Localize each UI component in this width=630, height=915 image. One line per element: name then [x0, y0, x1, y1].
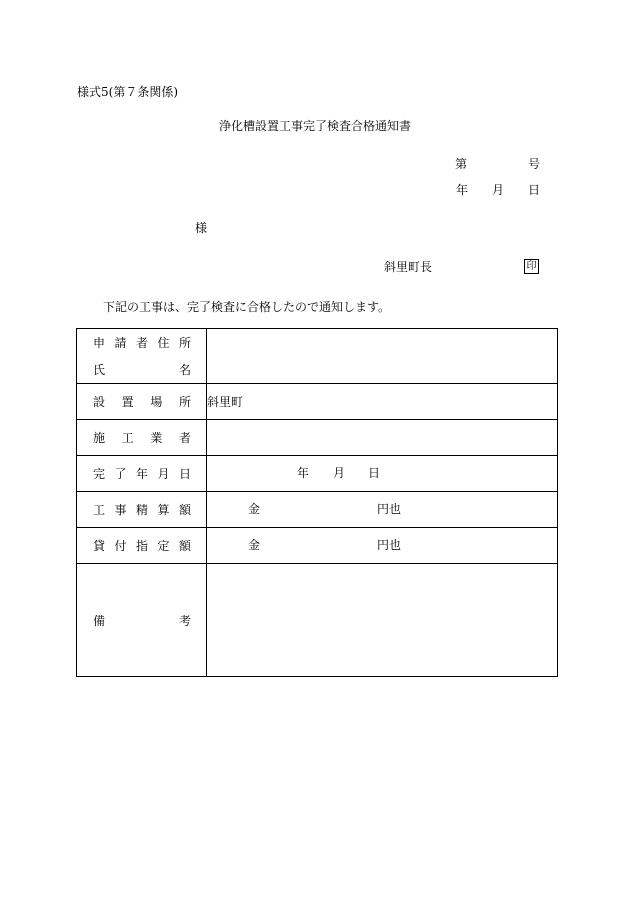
remarks-value[interactable] — [207, 564, 558, 677]
applicant-label — [77, 329, 207, 384]
settlement-amount-value[interactable] — [207, 492, 558, 528]
date-day-label: 日 — [528, 183, 541, 197]
settlement-amount-label: 工 事 精 算 額 — [77, 492, 207, 528]
table-row — [77, 329, 558, 384]
contractor-value[interactable] — [207, 420, 558, 456]
applicant-value[interactable] — [207, 329, 558, 384]
form-number: 様式5(第７条関係) — [77, 85, 178, 99]
loan-amount-label: 貸 付 指 定 額 — [77, 528, 207, 564]
completion-date-label: 完 了 年 月 日 — [77, 456, 207, 492]
number-suffix: 号 — [528, 157, 541, 171]
table-row — [77, 384, 558, 420]
loan-amount-value[interactable] — [207, 528, 558, 564]
loan-prefix: 金 — [248, 537, 261, 552]
remarks-label: 備 考 — [77, 564, 207, 677]
body-text: 下記の工事は、完了検査に合格したので通知します。 — [103, 300, 391, 314]
loan-suffix: 円也 — [377, 537, 402, 552]
completion-date-value[interactable] — [207, 456, 558, 492]
applicant-address-label: 申 請 者 住 所 — [93, 336, 191, 350]
details-table — [76, 328, 558, 677]
date-year-label: 年 — [456, 183, 469, 197]
site-value[interactable]: 斜里町 — [207, 384, 558, 420]
completion-year-label: 年 — [297, 465, 310, 480]
table-row — [77, 456, 558, 492]
addressee-suffix: 様 — [195, 221, 208, 235]
settlement-suffix: 円也 — [377, 501, 402, 516]
date-month-label: 月 — [492, 183, 505, 197]
document-title: 浄化槽設置工事完了検査合格通知書 — [218, 119, 411, 133]
seal-mark: 印 — [524, 259, 539, 274]
completion-month-label: 月 — [333, 465, 346, 480]
contractor-label: 施 工 業 者 — [77, 420, 207, 456]
completion-day-label: 日 — [368, 465, 381, 480]
issuer-name: 斜里町長 — [384, 260, 433, 274]
table-row — [77, 420, 558, 456]
number-label: 第 — [455, 157, 468, 171]
site-label: 設 置 場 所 — [77, 384, 207, 420]
table-row — [77, 528, 558, 564]
table-row — [77, 564, 558, 677]
applicant-name-label: 氏 名 — [93, 363, 191, 377]
table-row — [77, 492, 558, 528]
settlement-prefix: 金 — [248, 501, 261, 516]
